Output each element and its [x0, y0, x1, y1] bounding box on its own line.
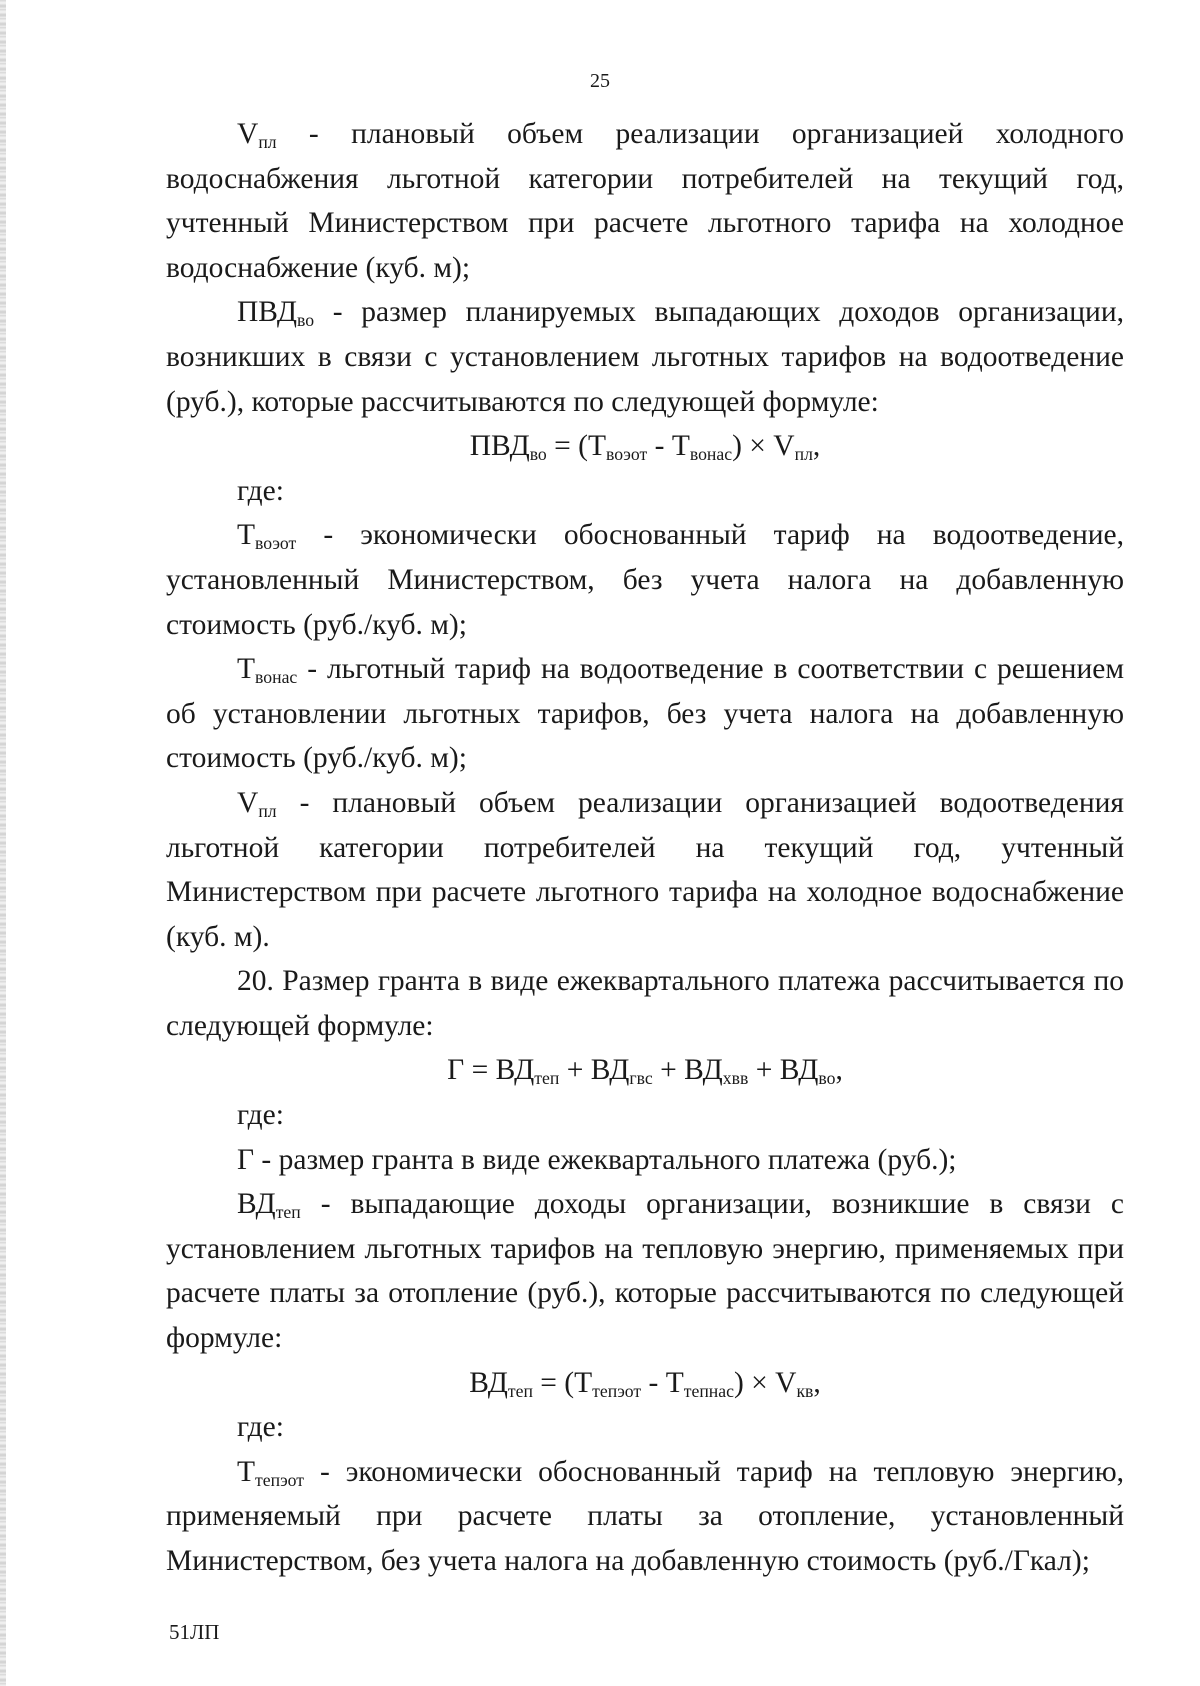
text-run: - Т	[641, 1366, 684, 1399]
text-run: - льготный тариф на водоотведение в соответствии с решением об установлении льготных тарифов, без учета налога на добавленную стоимость (руб./куб. м);	[166, 653, 1124, 775]
text-run: ,	[813, 1366, 821, 1399]
text-run: - плановый объем реализации организацией водоотведения льготной категории потребителей на текущий год, учтенный Министерством при расчете льготного тарифа на холодное водоснабжение (куб. м).	[166, 786, 1124, 953]
text-run: - экономически обоснованный тариф на водоотведение, установленный Министерством, без учета налога на добавленную стоимость (руб./куб. м);	[166, 519, 1124, 641]
text-run: ) × V	[732, 430, 795, 463]
subscript: теп	[275, 1202, 301, 1223]
subscript: во	[818, 1068, 836, 1089]
page-number: 25	[590, 70, 610, 92]
text-run: ПВД	[237, 296, 297, 329]
paragraph	[166, 1093, 1124, 1138]
subscript: во	[529, 444, 547, 465]
text-run: где:	[237, 474, 284, 507]
text-run: 20. Размер гранта в виде ежеквартального платежа рассчитывается по следующей формуле:	[166, 965, 1124, 1042]
subscript: во	[296, 310, 315, 331]
text-run: ,	[812, 430, 821, 463]
text-run: ПВД	[469, 430, 530, 463]
subscript: тепэот	[592, 1380, 642, 1401]
text-run: V	[237, 786, 259, 819]
formula	[166, 1048, 1124, 1093]
subscript: пл	[258, 131, 277, 152]
formula	[166, 424, 1124, 469]
subscript: теп	[507, 1380, 533, 1401]
paragraph	[166, 647, 1124, 781]
text-run: Т	[237, 519, 256, 552]
text-run: Г - размер гранта в виде ежеквартального платежа (руб.);	[237, 1143, 957, 1176]
text-run: ВД	[237, 1188, 276, 1221]
text-run: = (Т	[546, 430, 607, 463]
subscript: тепнас	[683, 1380, 734, 1401]
paragraph	[166, 112, 1124, 290]
paragraph	[166, 1138, 1124, 1183]
text-run: где:	[237, 1411, 284, 1444]
subscript: вонас	[255, 667, 298, 688]
text-run: = (Т	[532, 1366, 593, 1399]
text-run: - выпадающие доходы организации, возникшие в связи с установлением льготных тарифов на тепловую энергию, применяемых при расчете платы за отопление (руб.), которые рассчитываются по следующей формуле:	[166, 1188, 1124, 1355]
text-run: ВД	[469, 1366, 508, 1399]
subscript: гвс	[629, 1068, 653, 1089]
paragraph	[166, 513, 1124, 647]
text-run: + ВД	[748, 1054, 819, 1087]
text-run: + ВД	[559, 1054, 630, 1087]
paragraph	[166, 781, 1124, 959]
text-run: ) × V	[733, 1366, 797, 1399]
text-run: Т	[237, 653, 256, 686]
paragraph	[166, 959, 1124, 1048]
paragraph	[166, 1405, 1124, 1450]
subscript: вонас	[689, 444, 733, 465]
subscript: пл	[258, 800, 277, 821]
text-run: - экономически обоснованный тариф на тепловую энергию, применяемый при расчете платы за отопление, установленный Министерством, без учета налога на добавленную стоимость (руб./Гкал);	[166, 1455, 1124, 1577]
paragraph	[166, 469, 1124, 514]
text-run: Т	[237, 1455, 256, 1488]
subscript: воэот	[255, 533, 297, 554]
text-run: ,	[835, 1054, 843, 1087]
text-run: - размер планируемых выпадающих доходов организации, возникших в связи с установлением льготных тарифов на водоотведение (руб.), которые рассчитываются по следующей формуле:	[166, 296, 1124, 418]
text-run: где:	[237, 1099, 284, 1132]
text-run: - Т	[647, 430, 690, 463]
text-run: Г = ВД	[447, 1054, 535, 1087]
subscript: воэот	[606, 444, 648, 465]
subscript: хвв	[722, 1068, 749, 1089]
subscript: пл	[794, 444, 813, 465]
subscript: теп	[534, 1068, 560, 1089]
subscript: кв	[796, 1380, 814, 1401]
text-run: - плановый объем реализации организацией холодного водоснабжения льготной категории потребителей на текущий год, учтенный Министерством при расчете льготного тарифа на холодное водоснабжение (куб. м);	[166, 118, 1124, 284]
paragraph	[166, 290, 1124, 424]
paragraph	[166, 1182, 1124, 1360]
scan-edge	[0, 0, 6, 1686]
paragraph	[166, 1450, 1124, 1584]
text-run: + ВД	[652, 1054, 723, 1087]
text-run: V	[237, 118, 259, 150]
document-body	[166, 112, 1124, 1584]
subscript: тепэот	[255, 1469, 305, 1490]
footer-code: 51ЛП	[169, 1620, 220, 1644]
formula	[166, 1361, 1124, 1406]
